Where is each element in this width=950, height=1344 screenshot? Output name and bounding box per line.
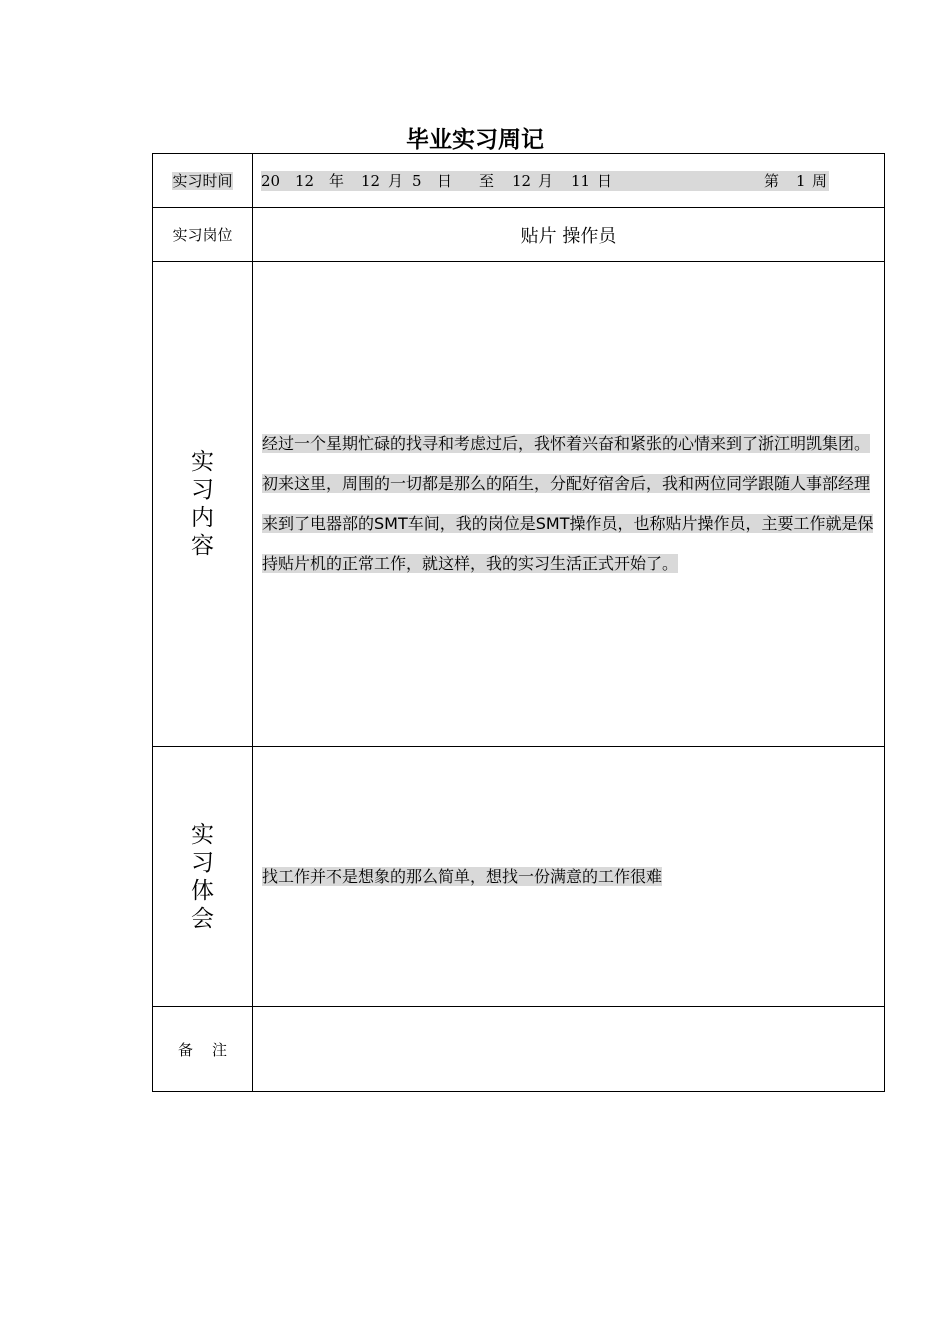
content-text [262,424,876,584]
position-value[interactable]: 贴片 操作员 [253,208,885,262]
remark-label-char: 注 [212,1040,228,1059]
week-prefix: 第 [764,171,780,190]
year-unit: 年 [329,171,345,190]
content-label [191,448,215,560]
time-label-cell [153,154,253,208]
time-label: 实习时间 [172,172,233,190]
position-row [153,208,885,262]
remark-label [153,1007,253,1092]
experience-label-char: 会 [191,905,214,932]
content-label-char: 容 [191,533,214,559]
experience-label-char: 实 [191,821,214,848]
experience-text-highlight: 找工作并不是想象的那么简单，想找一份满意的工作很难 [262,866,663,886]
content-value-cell[interactable] [253,262,885,747]
end-month: 12 [512,171,532,190]
end-day-unit: 日 [597,171,613,190]
end-day: 11 [571,171,591,190]
remark-label-char: 备 [177,1040,193,1059]
content-label-char: 实 [191,449,214,475]
start-month: 12 [361,171,381,190]
experience-label-cell [153,747,253,1007]
year-prefix: 20 [261,171,281,190]
time-value-cell[interactable] [253,154,885,208]
to-label: 至 [479,171,495,190]
start-day-unit: 日 [437,171,453,190]
week-unit: 周 [812,171,828,190]
experience-label-char: 习 [191,849,214,876]
time-row [153,154,885,208]
weekly-report-form [152,153,885,1092]
time-value [261,171,829,191]
page-title: 毕业实习周记 [406,127,544,153]
content-row [153,262,885,747]
remark-value[interactable] [253,1007,885,1092]
week-number: 1 [796,171,806,190]
experience-label-char: 体 [191,877,214,904]
remark-row [153,1007,885,1092]
content-text-highlight: 经过一个星期忙碌的找寻和考虑过后，我怀着兴奋和紧张的心情来到了浙江明凯集团。初来这里，周围的一切都是那么的陌生，分配好宿舍后，我和两位同学跟随人事部经理来到了电器部的SMT车间，我的岗位是SMT操作员，也称贴片操作员，主要工作就是保持贴片机的正常工作，就这样，我的实习生活正式开始了。 [262,434,874,573]
experience-value-cell[interactable] [253,747,885,1007]
content-label-cell [153,262,253,747]
content-label-char: 习 [191,477,214,503]
content-label-char: 内 [191,505,214,531]
end-month-unit: 月 [538,171,554,190]
year: 12 [295,171,315,190]
start-month-unit: 月 [388,171,404,190]
experience-label [191,821,215,933]
experience-text [262,857,876,897]
position-label: 实习岗位 [153,208,253,262]
start-day: 5 [412,171,422,190]
experience-row [153,747,885,1007]
